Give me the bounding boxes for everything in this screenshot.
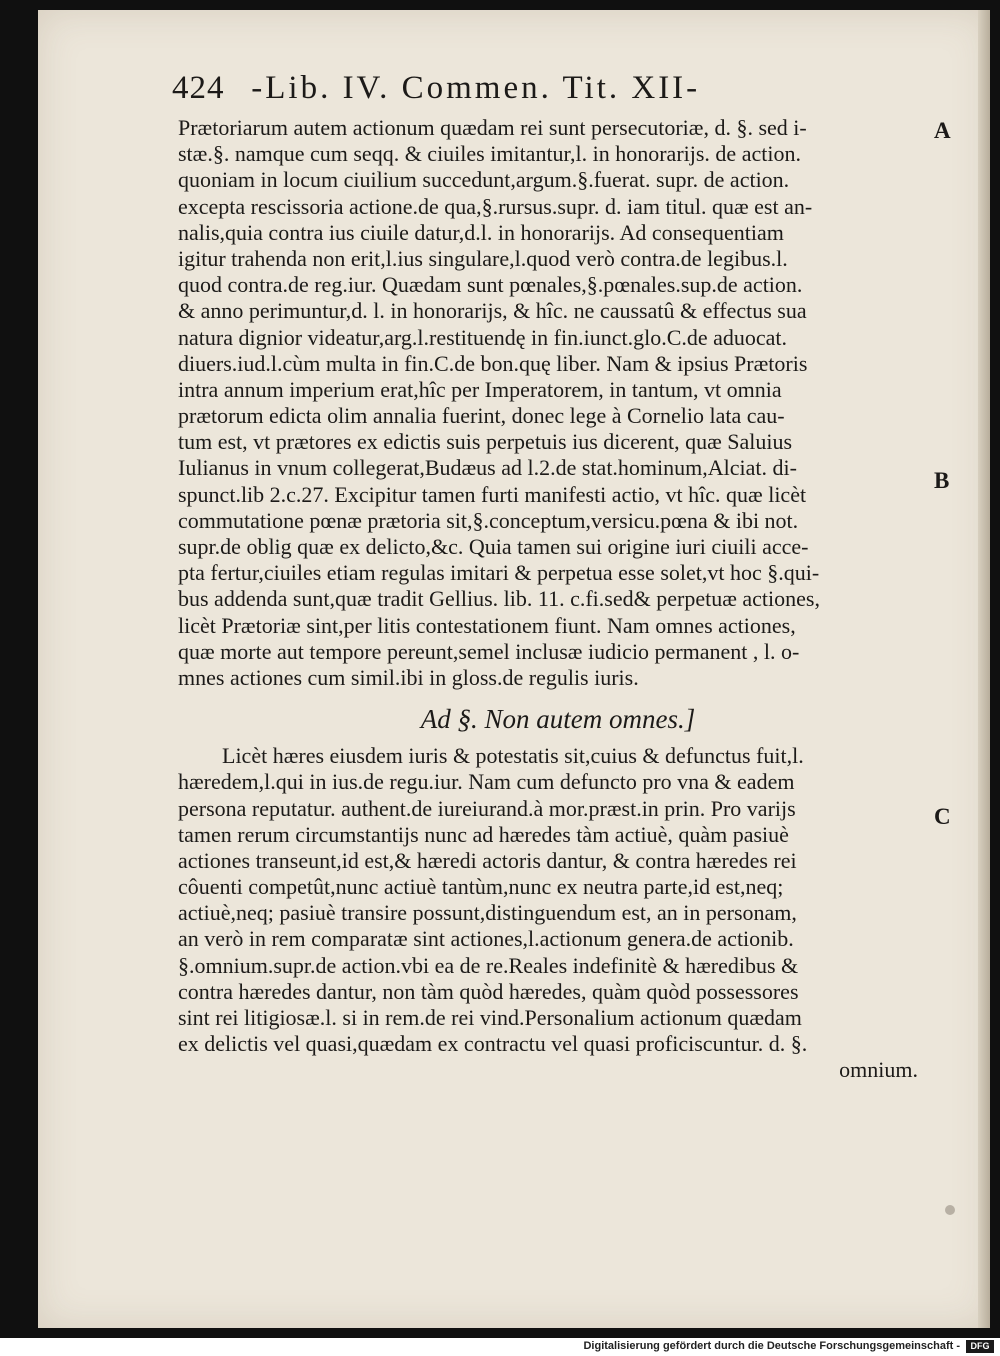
footer-bar [0,1338,1000,1356]
text-line: bus addenda sunt,quæ tradit Gellius. lib. 11. c.fi.sed& perpetuæ actiones, [178,586,820,612]
text-line: diuers.iud.l.cùm multa in fin.C.de bon.quę liber. Nam & ipsius Prætoris [178,350,808,376]
text-line: quæ morte aut tempore pereunt,semel inclusæ iudicio permanent , l. o- [178,638,800,664]
text-line: natura dignior videatur,arg.l.restituendę in fin.iunct.glo.C.de aduocat. [178,324,788,350]
main-text [178,115,938,1084]
dfg-logo: DFG [966,1340,994,1353]
text-line: igitur trahenda non erit,l.ius singulare,l.quod verò contra.de legibus.l. [178,245,788,271]
text-line: prætorum edicta olim annalia fuerint, donec lege à Cornelio lata cau- [178,403,785,429]
margin-letter-a: A [934,118,951,143]
margin-letter-b: B [934,468,950,493]
text-line: contra hæredes dantur, non tàm quòd hæredes, quàm quòd possessores [178,978,799,1004]
text-line: nalis,quia contra ius ciuile datur,d.l. in honorarijs. Ad consequentiam [178,219,784,245]
ink-smudge [945,1205,955,1215]
text-line: supr.de oblig quæ ex delicto,&c. Quia tamen sui origine iuri ciuili acce- [178,534,809,559]
text-line: tum est, vt prætores ex edictis suis perpetuis ius dicerent, quæ Saluius [178,429,793,455]
text-line: intra annum imperium erat,hîc per Imperatorem, in tantum, vt omnia [178,376,782,402]
text-line: ex delictis vel quasi,quædam ex contractu vel quasi proficiscuntur. d. §. [178,1031,808,1057]
text-line: tamen rerum circumstantijs nunc ad hæredes tàm actiuè, quàm pasiuè [178,821,789,847]
text-line: excepta rescissoria actione.de qua,§.rursus.supr. d. iam titul. quæ est an- [178,193,813,219]
page-edge [978,10,990,1328]
margin-letter-c: C [934,804,951,829]
text-line: stæ.§. namque cum seqq. & ciuiles imitantur,l. in honorarijs. de action. [178,141,801,167]
text-line: actiuè,neq; pasiuè transire possunt,distinguendum est, an in personam, [178,900,797,926]
page-header [172,70,812,107]
text-line: hæredem,l.qui in ius.de regu.iur. Nam cum defuncto pro vna & eadem [178,769,795,795]
text-line: mnes actiones cum simil.ibi in gloss.de regulis iuris. [178,664,639,690]
text-line: licèt Prætoriæ sint,per litis contestationem fiunt. Nam omnes actiones, [178,612,796,638]
running-head: -Lib. IV. Commen. Tit. XII- [251,70,701,106]
section-heading: Ad §. Non autem omnes.] [420,704,696,735]
text-line: Prætoriarum autem actionum quædam rei sunt persecutoriæ, d. §. sed i- [178,115,807,140]
text-line: quoniam in locum ciuilium succedunt,argum.§.fuerat. supr. de action. [178,167,790,193]
funding-credit: Digitalisierung gefördert durch die Deutsche Forschungsgemeinschaft - [583,1340,960,1352]
catchword: omnium. [839,1057,918,1083]
text-line: Iulianus in vnum collegerat,Budæus ad l.2.de stat.hominum,Alciat. di- [178,455,797,481]
text-line: sint rei litigiosæ.l. si in rem.de rei vind.Personalium actionum quædam [178,1005,802,1030]
text-line: persona reputatur. authent.de iureiurand.à mor.præst.in prin. Pro varijs [178,795,796,821]
text-line: commutatione pœnæ prætoria sit,§.conceptum,versicu.pœna & ibi not. [178,507,799,533]
text-line: & anno perimuntur,d. l. in honorarijs, & hîc. ne caussatû & effectus sua [178,298,807,324]
text-line: spunct.lib 2.c.27. Excipitur tamen furti manifesti actio, vt hîc. quæ licèt [178,481,807,507]
text-line: côuenti competût,nunc actiuè tantùm,nunc ex neutra parte,id est,neq; [178,874,784,900]
text-line: §.omnium.supr.de action.vbi ea de re.Reales indefinitè & hæredibus & [178,952,799,978]
page-number: 424 [172,70,225,106]
text-line: pta fertur,ciuiles etiam regulas imitari & perpetua esse solet,vt hoc §.qui- [178,560,820,586]
text-line: quod contra.de reg.iur. Quædam sunt pœnales,§.pœnales.sup.de action. [178,272,803,298]
text-line: actiones transeunt,id est,& hæredi actoris dantur, & contra hæredes rei [178,847,797,873]
text-line: an verò in rem comparatæ sint actiones,l.actionum genera.de actionib. [178,926,794,952]
text-line: Licèt hæres eiusdem iuris & potestatis sit,cuius & defunctus fuit,l. [222,743,804,769]
